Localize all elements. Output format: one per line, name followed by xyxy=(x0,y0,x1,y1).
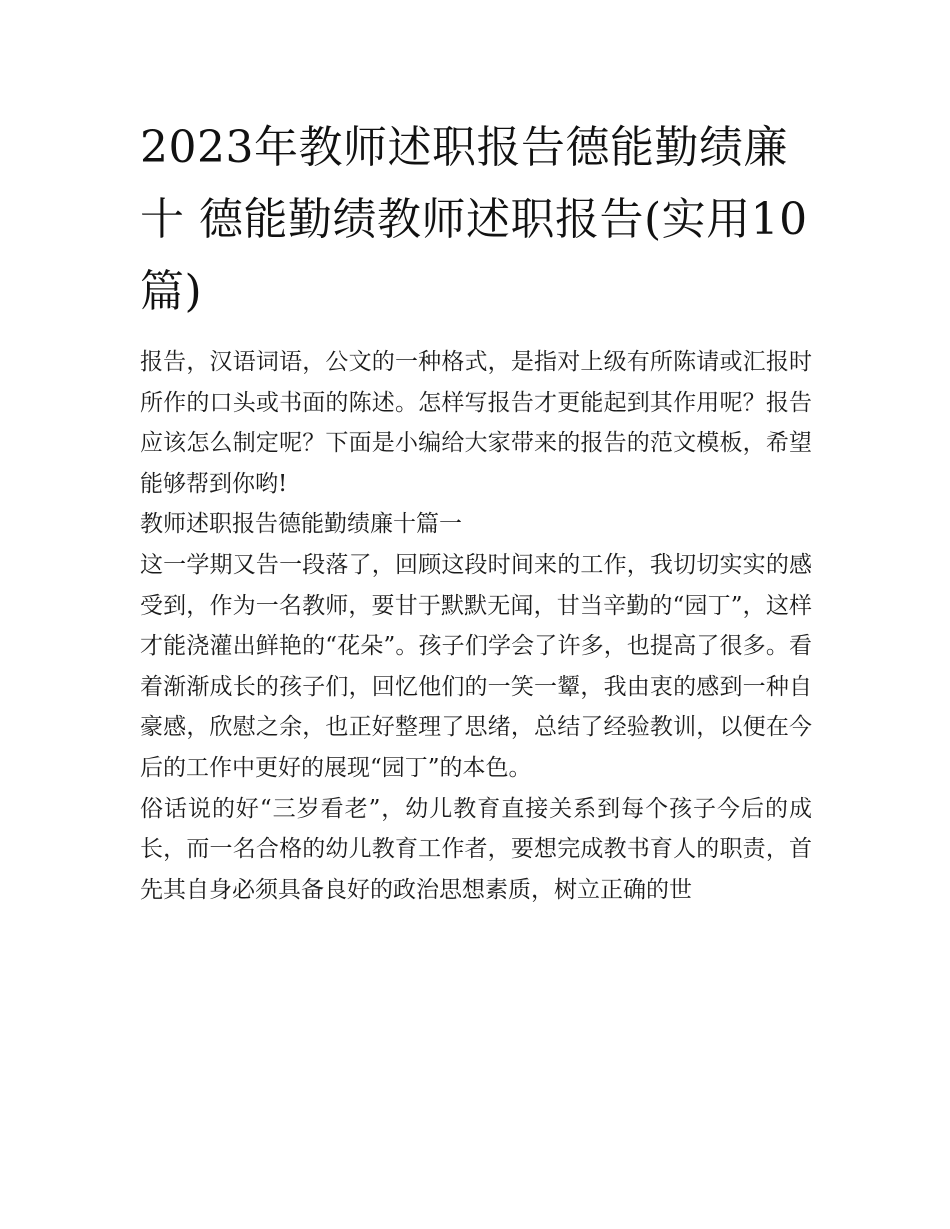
body-paragraph: 这一学期又告一段落了，回顾这段时间来的工作，我切切实实的感受到，作为一名教师，要甘于默默无闻，甘当辛勤的“园丁”，这样才能浇灌出鲜艳的“花朵”。孩子们学会了许多，也提高了很多。看着渐渐成长的孩子们，回忆他们的一笑一颦，我由衷的感到一种自豪感，欣慰之余，也正好整理了思绪，总结了经验教训，以便在今后的工作中更好的展现“园丁”的本色。 xyxy=(140,551,812,781)
document-title: 2023年教师述职报告德能勤绩廉十 德能勤绩教师述职报告(实用10篇) xyxy=(140,122,808,317)
section-heading: 教师述职报告德能勤绩廉十篇一 xyxy=(140,511,462,538)
intro-paragraph: 报告，汉语词语，公文的一种格式，是指对上级有所陈请或汇报时所作的口头或书面的陈述。怎样写报告才更能起到其作用呢？报告应该怎么制定呢？下面是小编给大家带来的报告的范文模板，希望能够帮到你哟! xyxy=(140,349,812,497)
document-body xyxy=(140,112,812,910)
body-paragraph: 俗话说的好“三岁看老”，幼儿教育直接关系到每个孩子今后的成长，而一名合格的幼儿教育工作者，要想完成教书育人的职责，首先其自身必须具备良好的政治思想素质，树立正确的世 xyxy=(140,795,812,903)
